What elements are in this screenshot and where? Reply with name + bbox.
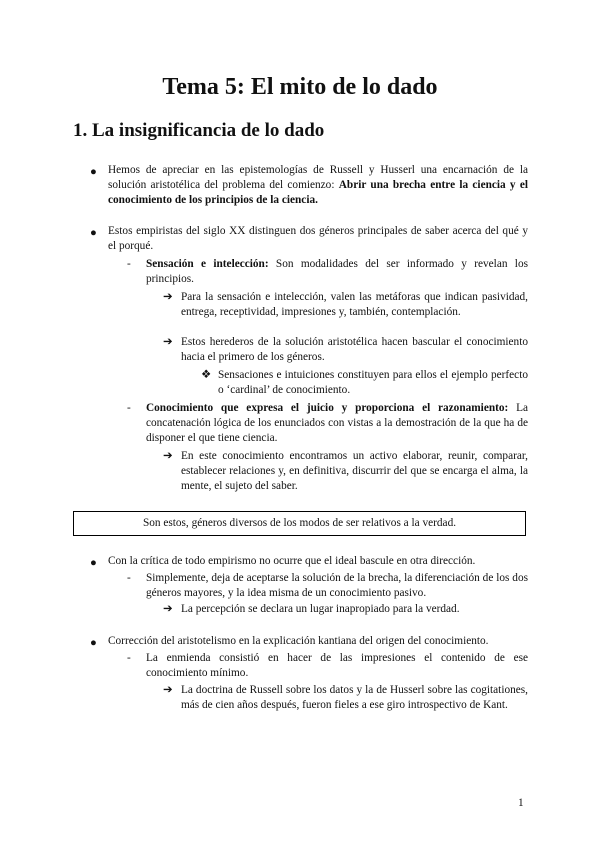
bullet-marker: ● — [90, 227, 97, 239]
bullet-1-text: Hemos de apreciar en las epistemologías de Russell y Husserl una encarnación de la solución aristotélica del problema del comienzo: — [108, 164, 528, 191]
arrow-marker: ➔ — [163, 684, 173, 696]
bullet-2-text: Estos empiristas del siglo XX distinguen dos géneros principales de saber acerca del qué y el porqué. — [108, 225, 528, 252]
bullet-marker: ● — [90, 557, 97, 569]
diamond-marker: ❖ — [201, 369, 212, 381]
arrow-marker: ➔ — [163, 450, 173, 462]
bullet-2-sub-1-text: Son modalidades del ser informado y revelan los principios. — [146, 258, 528, 285]
bullet-2-sub-2 — [146, 401, 528, 446]
bullet-4-sub-1: La enmienda consistió en hacer de las impresiones el contenido de ese conocimiento mínimo. — [146, 652, 528, 679]
bullet-2-sub-1-arrow-2: Estos herederos de la solución aristotélica hacen bascular el conocimiento hacia el primero de los géneros. — [181, 336, 528, 363]
bullet-4-arrow-1: La doctrina de Russell sobre los datos y la de Husserl sobre las cogitationes, más de cien años después, fueron fieles a ese giro introspectivo de Kant. — [181, 684, 528, 711]
page-number: 1 — [518, 797, 524, 809]
bullet-marker: ● — [90, 637, 97, 649]
bullet-1 — [108, 163, 528, 208]
bullet-3-sub-1: Simplemente, deja de aceptarse la solución de la brecha, la diferenciación de los dos géneros mayores, y la idea misma de un conocimiento pasivo. — [146, 572, 528, 599]
bullet-2-sub-1 — [146, 257, 528, 287]
dash-marker: - — [127, 572, 131, 584]
arrow-marker: ➔ — [163, 291, 173, 303]
bullet-2-sub-1-diamond-1: Sensaciones e intuiciones constituyen para ellos el ejemplo perfecto o ‘cardinal’ de conocimiento. — [218, 369, 528, 396]
arrow-marker: ➔ — [163, 603, 173, 615]
bullet-2-sub-2-bold: Conocimiento que expresa el juicio y proporciona el razonamiento: — [146, 402, 509, 414]
bullet-2-sub-2-text: La concatenación lógica de los enunciados con vistas a la demostración de la que ha de disponer el que tiene ciencia. — [146, 402, 529, 444]
bullet-marker: ● — [90, 166, 97, 178]
dash-marker: - — [127, 402, 131, 414]
bullet-3-text: Con la crítica de todo empirismo no ocurre que el ideal bascule en otra dirección. — [108, 555, 476, 567]
bullet-2-sub-2-arrow-1: En este conocimiento encontramos un activo elaborar, reunir, comparar, establecer relaciones y, en definitiva, discurrir del que se encarga el alma, la mente, el sujeto del saber. — [181, 450, 528, 492]
dash-marker: - — [127, 652, 131, 664]
arrow-marker: ➔ — [163, 336, 173, 348]
bullet-3-arrow-1: La percepción se declara un lugar inapropiado para la verdad. — [181, 603, 460, 615]
dash-marker: - — [127, 258, 131, 270]
bullet-2-sub-1-bold: Sensación e intelección: — [146, 258, 269, 270]
bullet-2-sub-1-arrow-1: Para la sensación e intelección, valen las metáforas que indican pasividad, entrega, receptividad, impresiones y, también, contemplación. — [181, 291, 528, 318]
boxed-statement: Son estos, géneros diversos de los modos de ser relativos a la verdad. — [73, 511, 526, 536]
bullet-4-text: Corrección del aristotelismo en la explicación kantiana del origen del conocimiento. — [108, 635, 489, 647]
bullet-1-bold: Abrir una brecha entre la ciencia y el conocimiento de los principios de la ciencia. — [108, 179, 528, 206]
page-title: Tema 5: El mito de lo dado — [162, 74, 438, 100]
section-heading: 1. La insignificancia de lo dado — [73, 120, 325, 141]
